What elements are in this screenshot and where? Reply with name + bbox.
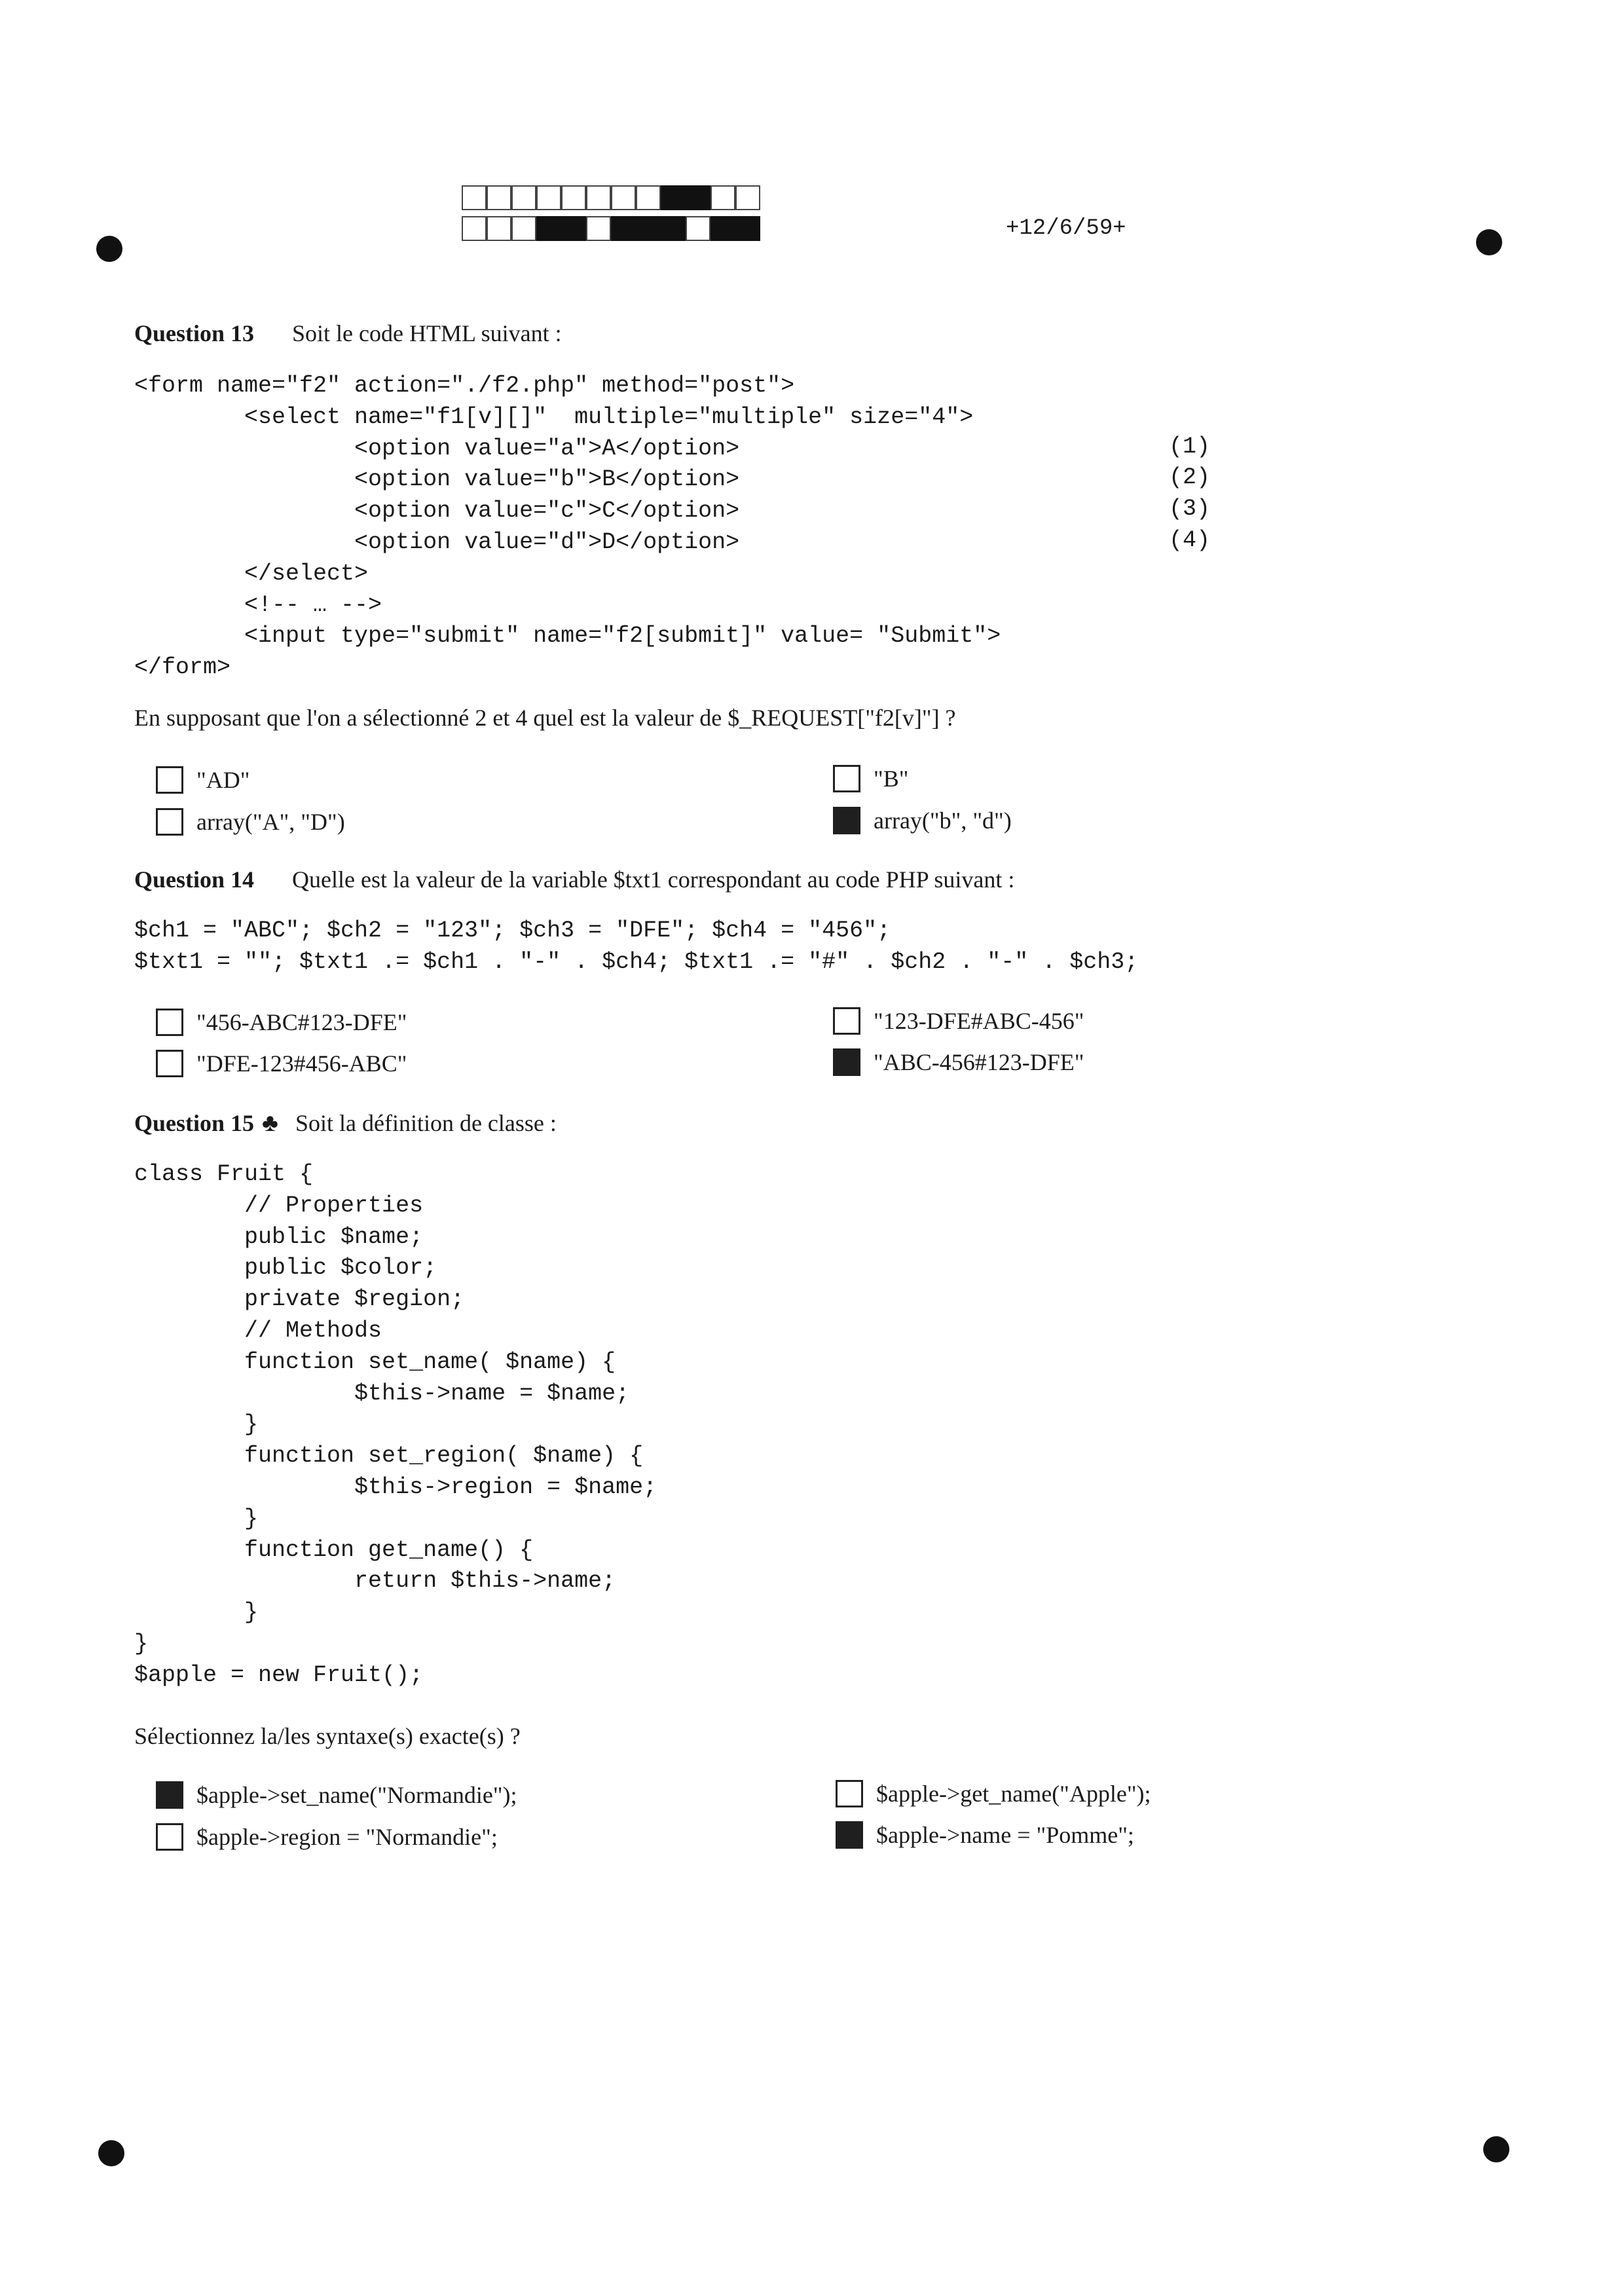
barcode-cell	[735, 216, 760, 241]
barcode-cell	[487, 185, 511, 210]
checkbox[interactable]	[156, 1009, 183, 1036]
question-intro: Soit la définition de classe :	[295, 1110, 557, 1136]
answer-option[interactable]	[156, 1009, 407, 1036]
answer-label: $apple->region = "Normandie";	[196, 1824, 498, 1850]
answer-label: "ABC-456#123-DFE"	[874, 1049, 1084, 1075]
barcode-cell	[586, 216, 611, 241]
answer-option[interactable]	[156, 1781, 517, 1809]
barcode-cell	[511, 185, 536, 210]
barcode-cell	[611, 185, 636, 210]
line-number: (4)	[1169, 527, 1211, 553]
answer-option[interactable]	[156, 808, 345, 836]
question-15-prompt: Sélectionnez la/les syntaxe(s) exacte(s) ?	[134, 1723, 521, 1749]
question-14-heading	[134, 866, 1014, 893]
answer-option[interactable]	[836, 1780, 1151, 1807]
barcode-top	[462, 185, 760, 210]
barcode-cell	[487, 216, 511, 241]
checkbox[interactable]	[156, 1781, 183, 1809]
question-15-heading	[134, 1109, 557, 1138]
answer-option[interactable]	[156, 766, 249, 794]
barcode-cell	[536, 185, 561, 210]
barcode-cell	[735, 185, 760, 210]
barcode-cell	[686, 185, 710, 210]
registration-mark-bottom-right	[1483, 2136, 1509, 2162]
answer-label: "123-DFE#ABC-456"	[874, 1008, 1084, 1034]
barcode-cell	[661, 185, 686, 210]
club-icon: ♣	[262, 1109, 278, 1137]
checkbox[interactable]	[156, 1050, 183, 1077]
barcode-cell	[710, 216, 735, 241]
checkbox[interactable]	[833, 1048, 860, 1076]
answer-option[interactable]	[833, 765, 908, 792]
question-intro: Quelle est la valeur de la variable $txt1 correspondant au code PHP suivant :	[292, 866, 1015, 893]
barcode-cell	[661, 216, 686, 241]
registration-mark-bottom-left	[98, 2140, 124, 2166]
question-number: Question 15	[134, 1110, 255, 1136]
checkbox[interactable]	[833, 1007, 860, 1035]
barcode-cell	[586, 185, 611, 210]
barcode-cell	[561, 185, 586, 210]
answer-option[interactable]	[836, 1821, 1134, 1849]
answer-option[interactable]	[833, 807, 1012, 834]
line-number: (3)	[1169, 496, 1211, 522]
line-number: (1)	[1169, 434, 1211, 460]
question-13-heading	[134, 320, 562, 347]
answer-option[interactable]	[156, 1050, 407, 1077]
barcode-cell	[710, 185, 735, 210]
checkbox[interactable]	[156, 808, 183, 836]
answer-label: "456-ABC#123-DFE"	[196, 1009, 407, 1035]
barcode-cell	[462, 216, 487, 241]
barcode-cell	[511, 216, 536, 241]
checkbox[interactable]	[833, 807, 860, 834]
checkbox[interactable]	[156, 766, 183, 794]
answer-label: "AD"	[196, 767, 250, 793]
registration-mark-top-right	[1476, 229, 1502, 255]
checkbox[interactable]	[833, 765, 860, 792]
question-number: Question 14	[134, 866, 255, 893]
page-id: +12/6/59+	[1006, 216, 1126, 241]
answer-label: "DFE-123#456-ABC"	[196, 1050, 407, 1077]
answer-label: $apple->set_name("Normandie");	[196, 1782, 517, 1808]
question-13-prompt: En supposant que l'on a sélectionné 2 et 4 quel est la valeur de $_REQUEST["f2[v]"] ?	[134, 705, 956, 731]
answer-option[interactable]	[833, 1007, 1084, 1035]
barcode-cell	[611, 216, 636, 241]
answer-option[interactable]	[833, 1048, 1084, 1076]
barcode-cell	[636, 185, 661, 210]
barcode-bottom	[462, 216, 760, 241]
line-number: (2)	[1169, 464, 1211, 491]
answer-label: array("A", "D")	[196, 809, 345, 835]
barcode-cell	[686, 216, 710, 241]
answer-label: array("b", "d")	[874, 807, 1012, 834]
barcode-cell	[536, 216, 561, 241]
question-14-code: $ch1 = "ABC"; $ch2 = "123"; $ch3 = "DFE"; $ch4 = "456"; $txt1 = ""; $txt1 .= $ch1 . "-" . $ch4; $txt1 .= "#" . $ch2 . "-" . $ch3;	[134, 917, 1139, 975]
question-15-code: class Fruit { // Properties public $name; public $color; private $region; // Methods function set_name( $name) { $this->name = $name; } function set_region( $name) { $this->region = $name; } function get_name() { return $this->name; } } $apple = new Fruit();	[134, 1161, 657, 1688]
barcode-cell	[636, 216, 661, 241]
barcode-cell	[561, 216, 586, 241]
checkbox[interactable]	[836, 1780, 863, 1807]
question-number: Question 13	[134, 320, 255, 346]
answer-label: $apple->name = "Pomme";	[876, 1822, 1134, 1848]
answer-label: $apple->get_name("Apple");	[876, 1781, 1151, 1807]
registration-mark-top-left	[96, 236, 122, 262]
question-13-code: <form name="f2" action="./f2.php" method="post"> <select name="f1[v][]" multiple="multiple" size="4"> <option value="a">A</option> <option value="b">B</option> <option value="c">C</option> <option value="d">D</option> </select> <!-- … --> <input type="submit" name="f2[submit]" value= "Submit"> </form>	[134, 373, 1001, 681]
answer-label: "B"	[874, 766, 909, 792]
answer-option[interactable]	[156, 1823, 498, 1851]
checkbox[interactable]	[156, 1823, 183, 1851]
checkbox[interactable]	[836, 1821, 863, 1849]
question-intro: Soit le code HTML suivant :	[292, 320, 562, 346]
barcode-cell	[462, 185, 487, 210]
